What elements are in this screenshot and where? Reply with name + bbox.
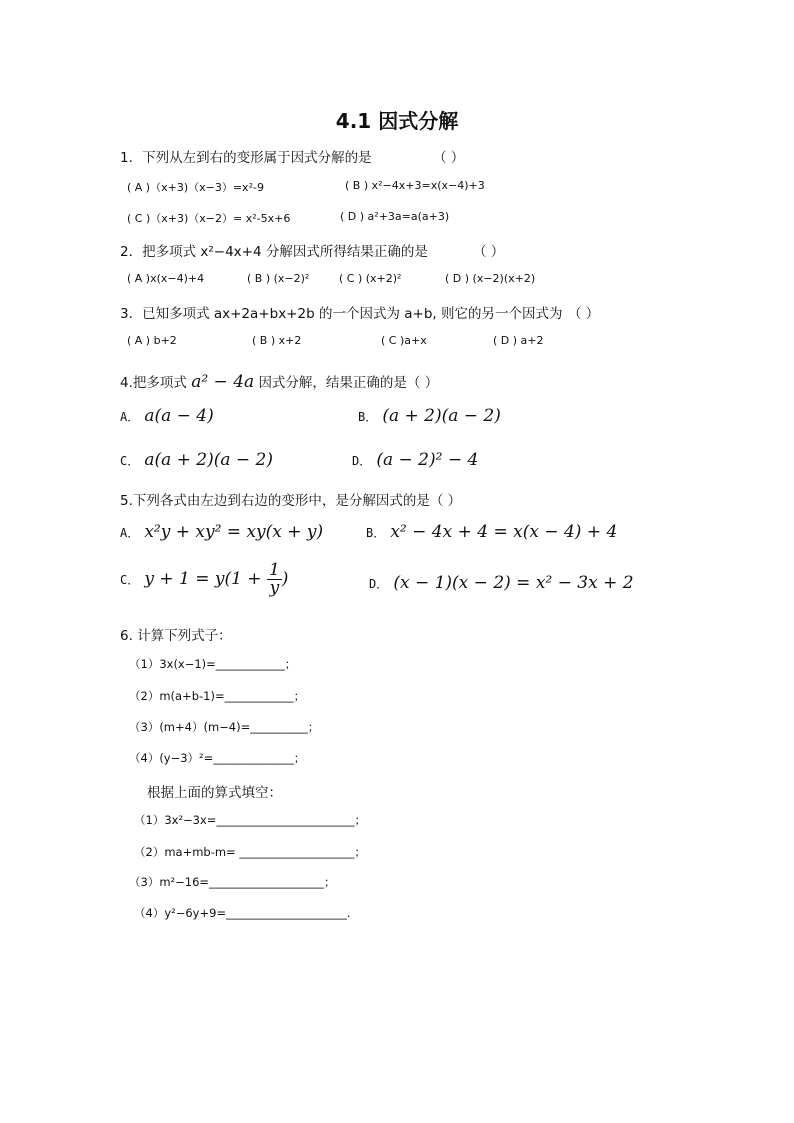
q6-fill-4: （4）y²−6y+9=_____________________.	[134, 906, 351, 920]
q5-option-a-expr: x²y + xy² = xy(x + y)	[144, 522, 324, 542]
page-title: 4.1 因式分解	[335, 109, 459, 133]
q5-option-d	[369, 573, 634, 593]
q4-option-d-label: D．	[352, 454, 372, 468]
q4-option-a-expr: a(a − 4)	[144, 406, 214, 426]
q4-option-a-label: A．	[120, 410, 140, 424]
q5-option-c-fraction	[267, 562, 282, 597]
q1-stem: 1．下列从左到右的变形属于因式分解的是	[120, 150, 372, 166]
q2-option-c: ( C ) (x+2)²	[339, 272, 402, 285]
q3-answer-paren: （ ）	[568, 306, 600, 322]
q4-stem	[120, 371, 438, 392]
q2-option-b: ( B ) (x−2)²	[247, 272, 310, 285]
q4-option-b-expr: (a + 2)(a − 2)	[382, 406, 501, 426]
fraction-denominator: y	[269, 578, 280, 598]
q4-option-d	[352, 450, 478, 470]
q6-item-3: （3）(m+4）(m−4)=__________；	[129, 720, 320, 734]
q5-option-c-label: C．	[120, 573, 140, 587]
q2-answer-paren: （ ）	[473, 244, 505, 260]
q4-stem-suffix: 因式分解，结果正确的是（ ）	[258, 375, 439, 391]
q1-option-a: ( A )（x+3)（x−3）=x²-9	[127, 181, 264, 194]
q5-option-c-expr-end: )	[281, 569, 289, 589]
q6-item-1: （1）3x(x−1)=____________；	[129, 657, 297, 671]
q4-stem-expression: a² − 4a	[191, 372, 255, 392]
q3-option-a: ( A ) b+2	[127, 334, 177, 347]
q5-stem: 5.下列各式由左边到右边的变形中，是分解因式的是（ ）	[120, 493, 462, 509]
q1-option-c: ( C )（x+3)（x−2）= x²-5x+6	[127, 212, 291, 225]
q5-option-a	[120, 522, 323, 542]
q5-option-c-expr-start: y + 1 = y(1 +	[144, 569, 267, 589]
q3-option-c: ( C )a+x	[381, 334, 427, 347]
q2-option-a: ( A )x(x−4)+4	[127, 272, 205, 285]
q2-option-d: ( D ) (x−2)(x+2)	[445, 272, 536, 285]
q5-option-d-expr: (x − 1)(x − 2) = x² − 3x + 2	[393, 573, 634, 593]
q3-option-b: ( B ) x+2	[252, 334, 302, 347]
fraction-numerator: 1	[268, 560, 280, 580]
q4-option-c	[120, 450, 273, 470]
q4-option-c-expr: a(a + 2)(a − 2)	[144, 450, 273, 470]
q1-option-b: ( B ) x²−4x+3=x(x−4)+3	[345, 179, 485, 192]
q6-stem: 6. 计算下列式子：	[120, 628, 232, 644]
q6-item-4: （4）(y−3）²=______________；	[129, 751, 306, 765]
q5-option-c	[120, 562, 288, 597]
q4-stem-prefix: 4.把多项式	[120, 375, 187, 391]
q5-option-d-label: D．	[369, 577, 389, 591]
q1-answer-paren: （ ）	[433, 150, 465, 166]
q5-option-b-expr: x² − 4x + 4 = x(x − 4) + 4	[390, 522, 618, 542]
q3-option-d: ( D ) a+2	[493, 334, 544, 347]
q5-option-b-label: B．	[366, 526, 386, 540]
q3-stem: 3．已知多项式 ax+2a+bx+2b 的一个因式为 a+b, 则它的另一个因式为	[120, 306, 563, 322]
q2-stem: 2．把多项式 x²−4x+4 分解因式所得结果正确的是	[120, 244, 428, 260]
q4-option-b	[358, 406, 501, 426]
q5-option-a-label: A．	[120, 526, 140, 540]
q6-fill-stem: 根据上面的算式填空：	[147, 785, 282, 801]
q6-item-2: （2）m(a+b-1)=____________；	[129, 689, 306, 703]
q4-option-d-expr: (a − 2)² − 4	[376, 450, 479, 470]
q1-option-d: ( D ) a²+3a=a(a+3)	[340, 210, 450, 223]
q4-option-b-label: B．	[358, 410, 378, 424]
q4-option-a	[120, 406, 214, 426]
q4-option-c-label: C．	[120, 454, 140, 468]
q6-fill-2: （2）ma+mb-m= ____________________；	[134, 845, 366, 859]
q6-fill-1: （1）3x²−3x=________________________；	[134, 813, 366, 827]
q6-fill-3: （3）m²−16=____________________；	[129, 875, 336, 889]
q5-option-b	[366, 522, 617, 542]
